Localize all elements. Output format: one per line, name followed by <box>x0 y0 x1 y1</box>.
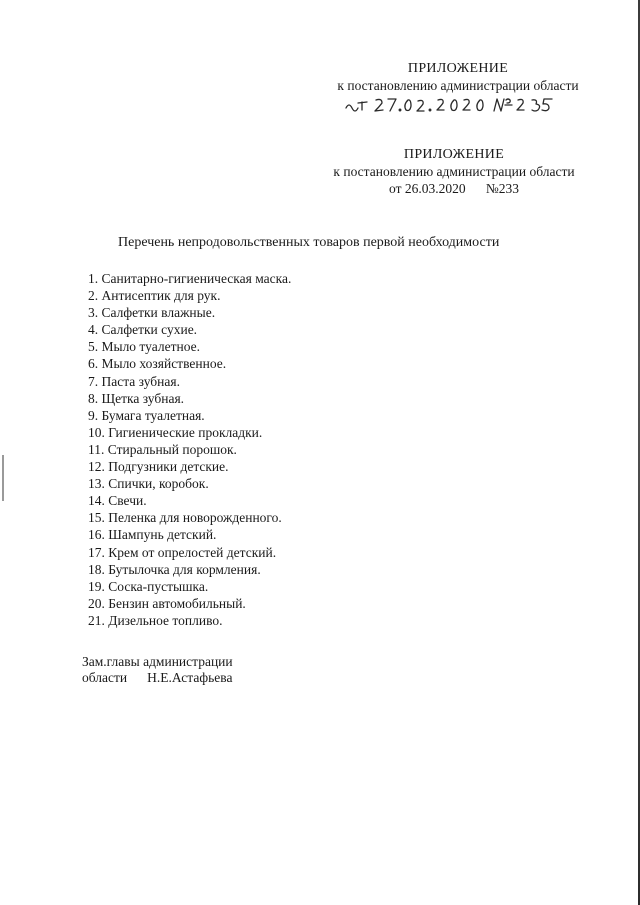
list-item: 6. Мыло хозяйственное. <box>88 356 227 372</box>
list-item: 3. Салфетки влажные. <box>88 305 216 321</box>
signature-position: Зам.главы администрации <box>82 654 233 669</box>
handwritten-date <box>342 92 562 118</box>
appendix-second-date: от 26.03.2020 №233 <box>389 181 519 196</box>
document-heading: Перечень непродовольственных товаров первой необходимости <box>118 235 500 250</box>
list-item: 9. Бумага туалетная. <box>88 407 205 423</box>
signature-block <box>82 654 233 686</box>
signature-org: области <box>82 670 128 685</box>
list-item: 14. Свечи. <box>88 493 147 509</box>
list-item: 19. Соска-пустышка. <box>88 578 209 594</box>
list-item: 18. Бутылочка для кормления. <box>88 561 261 577</box>
handwritten-date-scribble <box>342 92 562 118</box>
list-item: 5. Мыло туалетное. <box>88 339 200 355</box>
list-item: 21. Дизельное топливо. <box>88 612 223 628</box>
list-item: 7. Паста зубная. <box>88 373 180 389</box>
appendix-top-subtitle: к постановлению администрации области <box>337 78 579 93</box>
list-item: 1. Санитарно-гигиеническая маска. <box>88 271 292 286</box>
list-item: 13. Спички, коробок. <box>88 476 209 492</box>
list-item: 20. Бензин автомобильный. <box>88 595 246 611</box>
scan-edge-mark <box>2 455 4 501</box>
list-item: 17. Крем от опрелостей детский. <box>88 544 277 560</box>
appendix-second-subtitle: к постановлению администрации области <box>333 164 575 179</box>
list-item: 2. Антисептик для рук. <box>88 288 221 304</box>
appendix-top-header <box>318 60 598 94</box>
signature-name: Н.Е.Астафьева <box>147 670 233 685</box>
signature-org-line <box>82 670 233 686</box>
appendix-second-title: ПРИЛОЖЕНИЕ <box>403 147 505 162</box>
list-item: 11. Стиральный порошок. <box>88 441 237 457</box>
list-item: 15. Пеленка для новорожденного. <box>88 510 282 526</box>
list-item: 12. Подгузники детские. <box>88 459 229 475</box>
list-item: 10. Гигиенические прокладки. <box>88 424 263 440</box>
appendix-second-header <box>314 146 594 197</box>
list-item: 16. Шампунь детский. <box>88 527 217 543</box>
appendix-top-title: ПРИЛОЖЕНИЕ <box>407 61 509 76</box>
items-list <box>88 270 291 629</box>
list-item: 8. Щетка зубная. <box>88 390 185 406</box>
list-item: 4. Салфетки сухие. <box>88 322 198 338</box>
